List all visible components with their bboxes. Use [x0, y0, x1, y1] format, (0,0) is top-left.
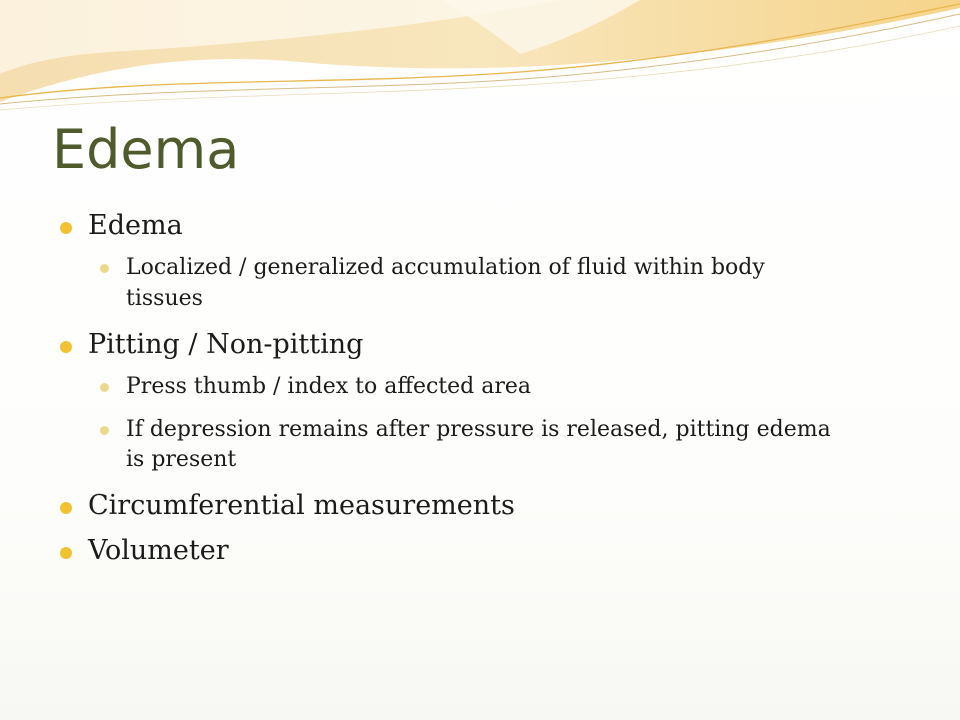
sub-bullet-dot-icon [100, 383, 109, 392]
sub-bullet-dot-icon [100, 264, 109, 273]
bullet-item-pitting [60, 327, 900, 476]
sub-bullet-item [88, 415, 846, 477]
sub-bullet-text: Localized / generalized accumulation of fluid within body tissues [126, 255, 765, 311]
sub-bullet-text: If depression remains after pressure is released, pitting edema is present [126, 416, 831, 473]
bullet-dot-icon [60, 502, 72, 514]
bullet-dot-icon [60, 222, 72, 234]
bullet-dot-icon [60, 341, 72, 353]
slide-title: Edema [52, 118, 240, 181]
bullet-text: Volumeter [88, 535, 229, 567]
sub-bullet-text: Press thumb / index to affected area [126, 373, 532, 399]
sub-bullet-dot-icon [100, 426, 109, 435]
bullet-text: Edema [88, 210, 183, 241]
bullet-item-edema [60, 208, 900, 315]
bullet-item-volumeter [60, 533, 900, 568]
sub-bullet-item [88, 253, 846, 315]
bullet-list [60, 208, 900, 578]
bullet-text: Circumferential measurements [88, 490, 515, 522]
sub-bullet-item [88, 372, 846, 403]
bullet-dot-icon [60, 547, 72, 559]
bullet-text: Pitting / Non-pitting [88, 328, 364, 360]
bullet-item-circumferential [60, 488, 900, 523]
